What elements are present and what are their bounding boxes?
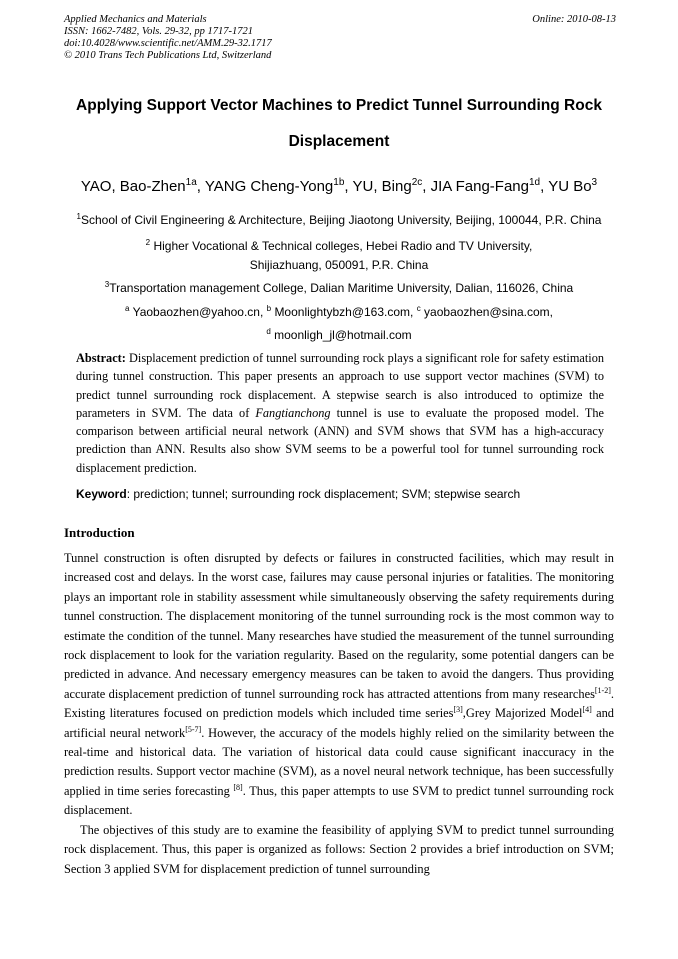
- affiliation-text: Higher Vocational & Technical colleges, Hebei Radio and TV University,: [153, 239, 533, 253]
- citation: [3]: [453, 705, 463, 715]
- email-sup: a: [125, 304, 130, 313]
- introduction-body: [64, 549, 614, 879]
- affiliation-sup: 2: [145, 238, 151, 247]
- author-sep: ,: [540, 178, 549, 195]
- abstract-tunnel-name: Fangtianchong: [255, 405, 331, 420]
- affiliation-sup: 3: [104, 280, 110, 289]
- affiliation-3: [40, 275, 638, 298]
- author-name: YU Bo: [548, 178, 592, 195]
- text-run: ,Grey Majorized Model: [462, 706, 583, 721]
- email-sup: d: [266, 327, 271, 336]
- text-run: . However, the accuracy of the models highly relied on the similarity between the real-time and historical data. The variation of historical data could cause significant inaccuracy in the prediction results. Support vector machine (SVM), as a novel neural network technique, has been successfully applied in time series forecasting: [64, 725, 614, 798]
- online-date: Online: 2010-08-13: [532, 14, 616, 25]
- affiliation-text: Transportation management College, Dalian Maritime University, Dalian, 116026, China: [109, 281, 574, 295]
- email-address: Moonlightybzh@163.com,: [274, 305, 417, 319]
- citation: [8]: [233, 782, 243, 792]
- affiliation-2: [40, 233, 638, 275]
- author-list: [30, 173, 648, 197]
- paragraph: The objectives of this study are to examine the feasibility of applying SVM to predict tunnel surrounding rock displacement. Thus, this paper is organized as follows: Section 2 provides a brief introduction on SVM; Section 3 applied SVM for displacement prediction of tunnel surrounding: [64, 822, 614, 876]
- abstract-text: Displacement prediction of tunnel surrounding rock plays a significant role for safety estimation during tunnel construction. This paper presents an approach to use support vector machines (SVM) to predict tunnel surrounding rock displacement. A stepwise search is also introduced to optimize the parameters in SVM. The data of: [76, 351, 604, 420]
- email-address: yaobaozhen@sina.com,: [424, 305, 553, 319]
- keywords: [76, 485, 616, 503]
- title-line-1: Applying Support Vector Machines to Predict Tunnel Surrounding Rock: [76, 97, 602, 114]
- issn-line: ISSN: 1662-7482, Vols. 29-32, pp 1717-1721: [64, 26, 253, 37]
- author-name: YAO, Bao-Zhen: [80, 178, 186, 195]
- author-sep: ,: [196, 178, 205, 195]
- doi-line: doi:10.4028/www.scientific.net/AMM.29-32.1717: [64, 38, 272, 49]
- running-header: [64, 14, 616, 62]
- abstract: [76, 349, 604, 477]
- text-run: and artificial neural network: [64, 706, 614, 740]
- paragraph: [64, 549, 614, 821]
- text-run: Tunnel construction is often disrupted by defects or failures in constructed facilities, which may result in increased cost and delays. In the worst case, failures may cause personal injuries or fatalities. The monitoring plays an important role in stability assessment while simultaneously observing the safety requirements during tunnel construction. The displacement monitoring of the tunnel surrounding rock is the most common way to estimate the condition of the tunnel. Many researches have studied the measurement of the tunnel surrounding rock displacement to look for the variation regularity. Based on the regularity, some potential dangers can be predicted in advance. And necessary emergency measures can be taken to avoid the dangers. Thus providing accurate displacement prediction of tunnel surrounding rock has attracted attentions from many researches: [64, 551, 614, 701]
- keyword-text: : prediction; tunnel; surrounding rock displacement; SVM; stepwise search: [126, 487, 521, 501]
- paper-title: [40, 88, 638, 160]
- email-block: [40, 299, 638, 345]
- copyright-line: © 2010 Trans Tech Publications Ltd, Switzerland: [64, 50, 272, 61]
- title-line-2: Displacement: [288, 133, 390, 150]
- text-run: . Existing literatures focused on prediction models which included time series: [64, 686, 614, 721]
- keyword-label: Keyword: [76, 487, 127, 501]
- affiliation-text: Shijiazhuang, 050091, P.R. China: [249, 258, 429, 272]
- section-heading: Introduction: [64, 525, 135, 540]
- author-sup: 1a: [185, 177, 197, 188]
- email-address: moonligh_jl@hotmail.com: [274, 328, 412, 342]
- author-name: YANG Cheng-Yong: [204, 178, 334, 195]
- text-run: . Thus, this paper attempts to use SVM to predict tunnel surrounding rock displacement.: [64, 783, 614, 818]
- abstract-text: tunnel is use to evaluate the proposed model. The comparison between artificial neural network (ANN) and SVM shows that SVM has a high-accuracy prediction than ANN. Results also show SVM seems to be a powerful tool for tunnel surrounding rock displacement prediction.: [76, 405, 604, 475]
- email-address: Yaobaozhen@yahoo.cn,: [132, 305, 267, 319]
- author-name: JIA Fang-Fang: [430, 178, 529, 195]
- author-sup: 2c: [411, 177, 423, 188]
- affiliation-text: School of Civil Engineering & Architecture, Beijing Jiaotong University, Beijing, 100044, P.R. China: [80, 213, 602, 227]
- affiliation-sup: 1: [76, 212, 81, 221]
- author-sup: 1b: [333, 177, 345, 188]
- author-name: YU, Bing: [352, 178, 412, 195]
- author-sup: 1d: [528, 177, 541, 188]
- author-sep: ,: [344, 178, 353, 195]
- affiliation-1: [40, 207, 638, 230]
- email-sup: c: [416, 304, 421, 313]
- author-sup: 3: [591, 177, 598, 188]
- citation: [5-7]: [185, 724, 202, 734]
- email-sup: b: [266, 304, 272, 313]
- journal-name: Applied Mechanics and Materials: [64, 14, 207, 25]
- author-sep: ,: [422, 178, 431, 195]
- abstract-label: Abstract:: [76, 351, 126, 365]
- citation: [1-2]: [594, 685, 611, 695]
- citation: [4]: [582, 705, 592, 715]
